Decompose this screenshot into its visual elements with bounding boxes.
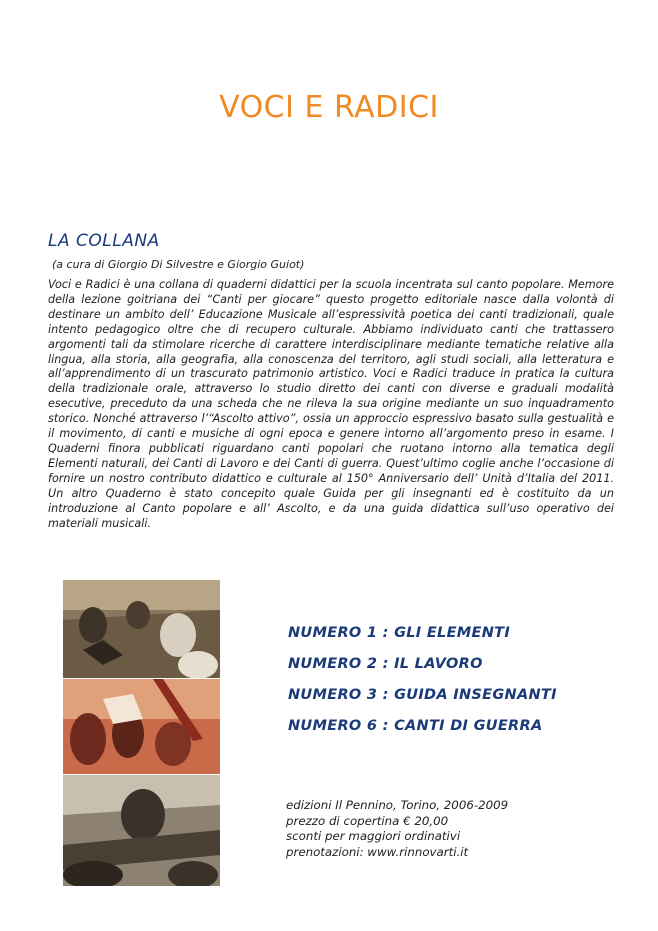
intro-line: Voci e Radici è una collana di quaderni didattici per la scuola incentrata sul canto popolare. bbox=[48, 278, 565, 291]
booking-line: prenotazioni: www.rinnovarti.it bbox=[286, 844, 469, 859]
man-with-log-photo bbox=[63, 775, 220, 886]
issue-1: NUMERO 1 : GLI ELEMENTI bbox=[288, 625, 511, 641]
discount-line: sconti per maggiori ordinativi bbox=[286, 829, 461, 843]
issues-list bbox=[288, 625, 557, 749]
curators-note: (a cura di Giorgio Di Silvestre e Giorgio Guiot) bbox=[52, 258, 305, 271]
issue-3: NUMERO 3 : GUIDA INSEGNANTI bbox=[288, 687, 557, 703]
price-line: prezzo di copertina € 20,00 bbox=[286, 813, 449, 828]
section-title: LA COLLANA bbox=[48, 231, 160, 251]
soldiers-with-flag-photo bbox=[63, 679, 220, 774]
publisher-line: edizioni Il Pennino, Torino, 2006-2009 bbox=[286, 798, 509, 812]
collection-description bbox=[48, 278, 614, 531]
issue-2: NUMERO 2 : IL LAVORO bbox=[288, 656, 483, 672]
rice-field-workers-photo bbox=[63, 580, 220, 678]
issue-6: NUMERO 6 : CANTI DI GUERRA bbox=[288, 718, 543, 734]
description-paragraph: Memore della lezione goitriana dei “Canti per giocare” questo progetto editoriale nasce dalla volontà di destinare un ambito dell’ Educazione Musicale all’espressività poetica dei canti tradizionali, quale intento pedagogico oltre che di recupero culturale. Abbiamo individuato canti che trattassero argomenti tali da stimolare ricerche di carattere interdisciplinare mediante tematiche relative alla lingua, alla storia, alla geografia, alla conoscenza del territoro, agli studi sociali, alla letteratura e all’apprendimento di un trascurato patrimonio artistico. Voci e Radici traduce in pratica la cultura della tradizionale orale, attraverso lo studio diretto dei canti con diverse e graduali modalità esecutive, preceduto da una scheda che ne rileva la sua origine mediante un suo inquadramento storico. Nonché attraverso l’“Ascolto attivo”, ossia un approccio espressivo basato sulla gestualità e il movimento, di canti e musiche di ogni epoca e genere intorno all’argomento preso in esame. I Quaderni finora pubblicati riguardano canti popolari che ruotano intorno alla tematica degli Elementi naturali, dei Canti di Lavoro e dei Canti di guerra. Quest’ultimo coglie anche l’occasione di fornire un nostro contributo didattico e culturale al 150° Anniversario dell’ Unità d’Italia del 2011. Un altro Quaderno è stato concepito quale Guida per gli insegnanti ed è costituito da un introduzione al Canto popolare e all’ Ascolto, e da una guida didattica sull’uso operativo dei materiali musicali. bbox=[48, 278, 614, 530]
page-title: VOCI E RADICI bbox=[219, 90, 439, 125]
publisher-info bbox=[286, 798, 508, 860]
photo-collage bbox=[63, 580, 220, 886]
